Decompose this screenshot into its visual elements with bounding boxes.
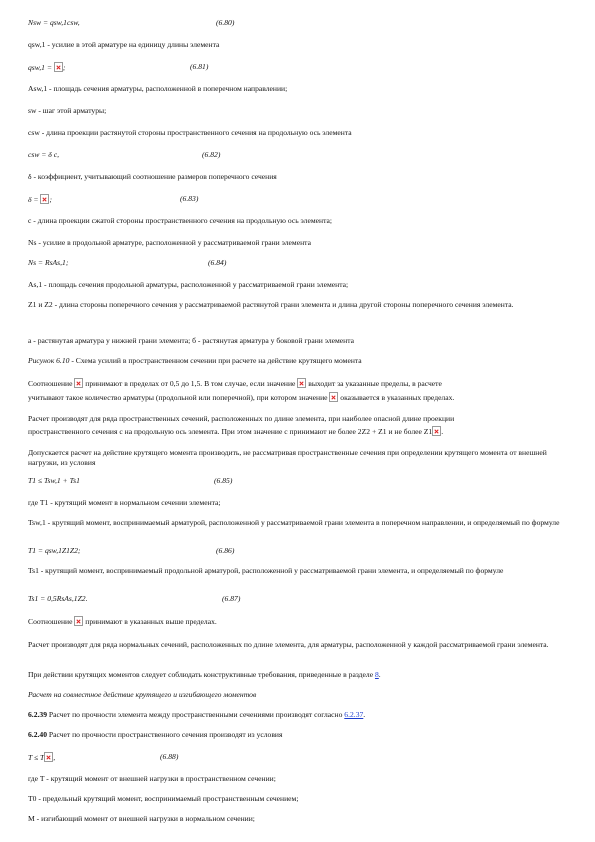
paragraph-text: sw - шаг этой арматуры; — [28, 106, 107, 115]
formula-number: (6.81) — [190, 62, 209, 71]
text-paragraph — [28, 640, 576, 650]
text-line: Соотношение принимают в указанных выше пределах. — [28, 617, 217, 626]
text-paragraph — [28, 566, 576, 576]
formula-text: csw = δ c, — [28, 150, 60, 159]
text-line — [28, 280, 576, 290]
paragraph-text: As,1 - площадь сечения продольной арматуры, расположенной у рассматриваемой грани элемента; — [28, 280, 349, 289]
text-line — [28, 794, 576, 804]
text-line: 6.2.39 Расчет по прочности элемента между пространственными сечениями производят согласно 6.2.37. — [28, 710, 366, 719]
text-line: При действии крутящих моментов следует соблюдать конструктивные требования, приведенные в разделе 8. — [28, 670, 381, 679]
broken-image-icon — [40, 194, 49, 204]
broken-image-icon — [432, 426, 441, 436]
text-line: Соотношение принимают в пределах от 0,5 до 1,5. В том случае, если значение выходит за указанные пределы, в расчете — [28, 379, 442, 388]
paragraph-text: а - растянутая арматура у нижней грани элемента; б - растянутая арматура у боковой грани элемента — [28, 336, 355, 345]
text-line — [28, 498, 576, 508]
formula-number: (6.84) — [208, 258, 227, 267]
text-line — [28, 414, 576, 424]
broken-image-icon — [44, 752, 56, 762]
formula-punct: , — [53, 753, 56, 762]
text-line — [28, 172, 576, 182]
figure-label: Рисунок 6.10 — [28, 356, 70, 365]
formula-text: Ns = RsAs,1; — [28, 258, 69, 267]
broken-image-icon — [54, 62, 63, 72]
text-line: пространственного сечения с на продольную ось элемента. При этом значение с принимают не более 2Z2 + Z1 и не более Z1 . — [28, 427, 444, 436]
section-heading — [28, 690, 576, 700]
formula-text: T1 ≤ Tsw,1 + Ts1 — [28, 476, 80, 485]
formula-text: T ≤ T — [28, 753, 45, 762]
text-line — [28, 774, 576, 784]
paragraph-text: с - длина проекции сжатой стороны пространственного сечения на продольную ось элемента; — [28, 216, 332, 225]
formula-text: δ = — [28, 195, 41, 204]
formula-6-86 — [28, 546, 576, 556]
text-line: учитывают такое количество арматуры (продольной или поперечной), при котором значение оказывается в указанных пределах. — [28, 393, 455, 402]
broken-image-icon — [329, 392, 338, 402]
text-line — [28, 40, 576, 50]
text-line — [28, 814, 576, 824]
formula-number: (6.83) — [180, 194, 199, 203]
paragraph-text: M - изгибающий момент от внешней нагрузки в нормальном сечении; — [28, 814, 255, 823]
text-line — [28, 128, 576, 138]
figure-caption — [28, 356, 576, 366]
section-link[interactable]: 8 — [374, 670, 379, 679]
paragraph-text: qsw,1 - усилие в этой арматуре на единицу длины элемента — [28, 40, 220, 49]
paragraph-text: Расчет производят для ряда пространственных сечений, расположенных по длине элемента, при наиболее опасной длине проекции — [28, 414, 455, 423]
formula-text: qsw,1 = — [28, 63, 54, 72]
formula-text: T1 = qsw,1Z1Z2; — [28, 546, 81, 555]
clause-number: 6.2.40 — [28, 730, 47, 739]
paragraph-text: Ns - усилие в продольной арматуре, расположенной у рассматриваемой грани элемента — [28, 238, 311, 247]
heading-text: Расчет на совместное действие крутящего и изгибающего моментов — [28, 690, 257, 699]
paragraph-text: Tsw,1 - крутящий момент, воспринимаемый арматурой, расположенной у рассматриваемой грани элемента в поперечном направлении, и определяемый по формуле — [28, 518, 560, 527]
formula-number: (6.87) — [222, 594, 241, 603]
formula-text: Ts1 = 0,5RsAs,1Z2. — [28, 594, 88, 603]
clause-link[interactable]: 6.2.37 — [344, 710, 364, 719]
text-line — [28, 216, 576, 226]
paragraph-text: δ - коэффициент, учитывающий соотношение размеров поперечного сечения — [28, 172, 277, 181]
figure-legend — [28, 336, 576, 346]
formula-punct: ; — [62, 63, 66, 72]
formula-6-88 — [28, 752, 576, 763]
formula-punct: ; — [49, 195, 52, 204]
formula-text: Nsw = qsw,1csw, — [28, 18, 80, 27]
formula-6-87 — [28, 594, 576, 604]
formula-number: (6.88) — [160, 752, 179, 761]
formula-6-83 — [28, 194, 576, 205]
formula-6-81 — [28, 62, 576, 73]
formula-6-85 — [28, 476, 576, 486]
formula-number: (6.86) — [216, 546, 235, 555]
paragraph-text: пространственного сечения с на продольную ось элемента. При этом значение с принимают не более 2Z2 + Z1 и не более Z1 — [28, 427, 433, 436]
formula-6-82 — [28, 150, 576, 160]
text-line — [28, 238, 576, 248]
paragraph-text: T0 - предельный крутящий момент, воспринимаемый пространственным сечением; — [28, 794, 299, 803]
text-line: 6.2.40 Расчет по прочности пространственного сечения производят из условия — [28, 730, 283, 739]
formula-number: (6.80) — [216, 18, 235, 27]
text-line — [28, 106, 576, 116]
caption-text: - Схема усилий в пространственном сечении при расчете на действие крутящего момента — [69, 356, 362, 365]
paragraph-text: Расчет производят для ряда нормальных сечений, расположенных по длине элемента, для арматуры, расположенной у каждой рассматриваемой грани элемента. — [28, 640, 549, 649]
paragraph-text: где T - крутящий момент от внешней нагрузки в пространственном сечении; — [28, 774, 276, 783]
paragraph-text: Z1 и Z2 - длина стороны поперечного сечения у рассматриваемой растянутой грани элемента и длина другой стороны поперечного сечения элемента. — [28, 300, 514, 309]
paragraph-text: где T1 - крутящий момент в нормальном сечении элемента; — [28, 498, 221, 507]
broken-image-icon — [74, 378, 83, 388]
broken-image-icon — [297, 378, 306, 388]
formula-number: (6.82) — [202, 150, 221, 159]
paragraph-text: Asw,1 - площадь сечения арматуры, расположенной в поперечном направлении; — [28, 84, 288, 93]
text-paragraph — [28, 448, 576, 468]
text-paragraph — [28, 300, 576, 310]
formula-number: (6.85) — [214, 476, 233, 485]
paragraph-text: Допускается расчет на действие крутящего момента производить, не рассматривая пространственные сечения при определении крутящего момента от внешней нагрузки, из условия — [28, 448, 547, 467]
formula-6-80 — [28, 18, 576, 28]
broken-image-icon — [74, 616, 83, 626]
paragraph-text: Ts1 - крутящий момент, воспринимаемый продольной арматурой, расположенной у рассматриваемой грани элемента, и определяемый по формуле — [28, 566, 504, 575]
text-line — [28, 84, 576, 94]
clause-number: 6.2.39 — [28, 710, 47, 719]
formula-6-84 — [28, 258, 576, 268]
paragraph-text: csw - длина проекции растянутой стороны пространственного сечения на продольную ось элемента — [28, 128, 352, 137]
text-paragraph — [28, 518, 576, 528]
